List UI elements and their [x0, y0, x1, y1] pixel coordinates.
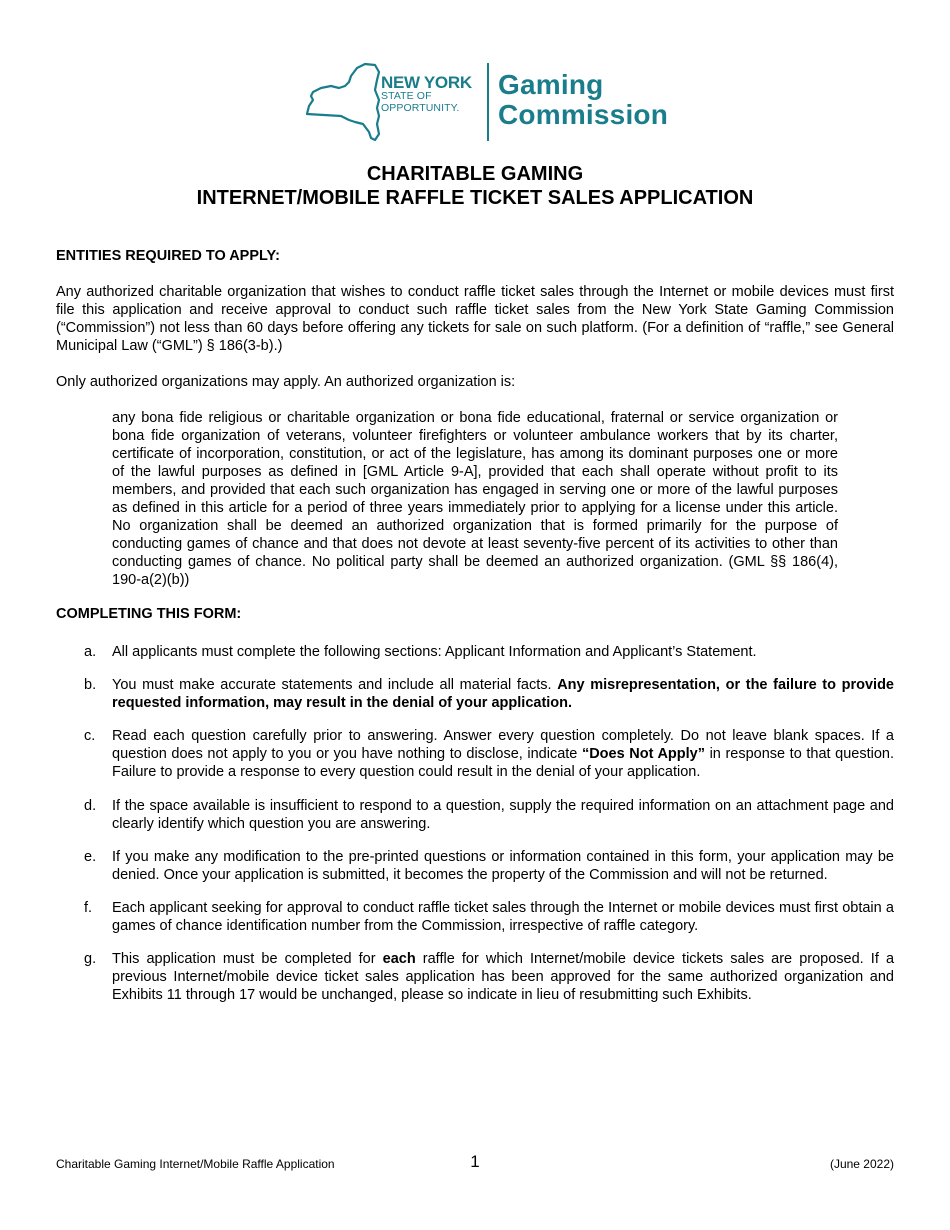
- nys-gaming-commission-logo: [305, 60, 675, 145]
- instruction-text: If you make any modification to the pre-printed questions or information contained in this form, your application may be denied. Once your application is submitted, it becomes the property of the Commission and will not be returned.: [112, 849, 894, 883]
- instruction-f: [84, 899, 894, 935]
- logo-new-york: NEW YORK: [381, 73, 472, 92]
- logo-divider: [487, 63, 489, 141]
- instruction-label: c.: [84, 728, 96, 744]
- entities-heading: ENTITIES REQUIRED TO APPLY:: [56, 248, 280, 264]
- instruction-b: [84, 676, 894, 712]
- completing-heading: COMPLETING THIS FORM:: [56, 606, 242, 622]
- logo-state-of: STATE OF: [381, 90, 432, 102]
- footer-document-name: Charitable Gaming Internet/Mobile Raffle Application: [56, 1157, 335, 1171]
- instruction-d: [84, 797, 894, 833]
- instruction-warning-bold: Any misrepresentation, or the failure to provide requested information, may result in the denial of your application.: [112, 677, 894, 711]
- instruction-label: b.: [84, 677, 97, 693]
- new-york-wordmark: [381, 74, 472, 114]
- instruction-g: [84, 950, 894, 1004]
- instruction-text-part: You must make accurate statements and include all material facts.: [112, 677, 558, 693]
- authorized-organization-definition: any bona fide religious or charitable organization or bona fide educational, fraternal or service organization or bona fide organization of veterans, volunteer firefighters or volunteer ambulance workers that by its charter, certificate of incorporation, constitution, or act of the legislature, has among its dominant purposes one or more of the lawful purposes as defined in [GML Article 9-A], provided that each shall operate without profit to its members, and provided that each such organization has engaged in serving one or more of the lawful purposes as defined in this article for a period of three years immediately prior to applying for a license under this article. No organization shall be deemed an authorized organization that is formed primarily for the purpose of conducting games of chance and that does not devote at least seventy-five percent of its activities to other than conducting games of chance. No political party shall be deemed an authorized organization. (GML §§ 186(4), 190-a(2)(b)): [112, 410, 838, 588]
- instruction-label: g.: [84, 951, 97, 967]
- instruction-text-part: in response to that question. Failure to provide a response to every question could result in the denial of your application.: [112, 746, 894, 780]
- new-york-state-outline-icon: [305, 60, 383, 145]
- instruction-label: d.: [84, 798, 97, 814]
- entities-paragraph-1: Any authorized charitable organization that wishes to conduct raffle ticket sales through the Internet or mobile devices must first file this application and receive approval to conduct such raffle ticket sales from the New York State Gaming Commission (“Commission”) not less than 60 days before offering any tickets for sale on such platform. (For a definition of “raffle,” see General Municipal Law (“GML”) § 186(3-b).): [56, 284, 894, 354]
- instruction-text-part: raffle for which Internet/mobile device tickets sales are proposed. If a previous Internet/mobile device ticket sales application has been approved for the same authorized organization and Exhibits 11 through 17 would be unchanged, please so indicate in lieu of resubmitting such Exhibits.: [112, 951, 895, 1003]
- instruction-text: All applicants must complete the following sections: Applicant Information and Applicant’s Statement.: [112, 644, 757, 660]
- page-number: 1: [470, 1152, 480, 1171]
- document-title-line1: CHARITABLE GAMING: [366, 163, 584, 185]
- instruction-label: f.: [84, 900, 93, 916]
- logo-commission: Commission: [498, 99, 669, 130]
- instruction-text: If the space available is insufficient to respond to a question, supply the required information on an attachment page and clearly identify which question you are answering.: [112, 798, 894, 832]
- instruction-text: [112, 950, 894, 1004]
- instruction-label: a.: [84, 644, 97, 660]
- instruction-label: e.: [84, 849, 97, 865]
- document-title-line2: INTERNET/MOBILE RAFFLE TICKET SALES APPLICATION: [196, 187, 754, 209]
- instruction-text-part: Read each question carefully prior to answering. Answer every question completely. Do not leave blank spaces. If a question does not apply to you or you have nothing to disclose, indicate: [112, 728, 894, 762]
- footer-revision-date: (June 2022): [829, 1157, 894, 1171]
- instruction-text: [112, 727, 894, 781]
- instruction-e: [84, 848, 894, 884]
- instruction-text-part: This application must be completed for: [112, 951, 383, 967]
- logo-gaming: Gaming: [498, 69, 604, 100]
- instruction-c: [84, 727, 894, 781]
- each-bold: each: [382, 951, 416, 967]
- instruction-text: [112, 676, 894, 712]
- does-not-apply-bold: “Does Not Apply”: [581, 746, 705, 762]
- logo-opportunity: OPPORTUNITY.: [381, 101, 460, 114]
- gaming-commission-wordmark: [498, 70, 668, 130]
- instruction-text: Each applicant seeking for approval to conduct raffle ticket sales through the Internet or mobile devices must first obtain a games of chance identification number from the Commission, irrespective of raffle category.: [112, 900, 894, 934]
- entities-paragraph-2: Only authorized organizations may apply. An authorized organization is:: [56, 374, 516, 390]
- instruction-a: [84, 643, 894, 661]
